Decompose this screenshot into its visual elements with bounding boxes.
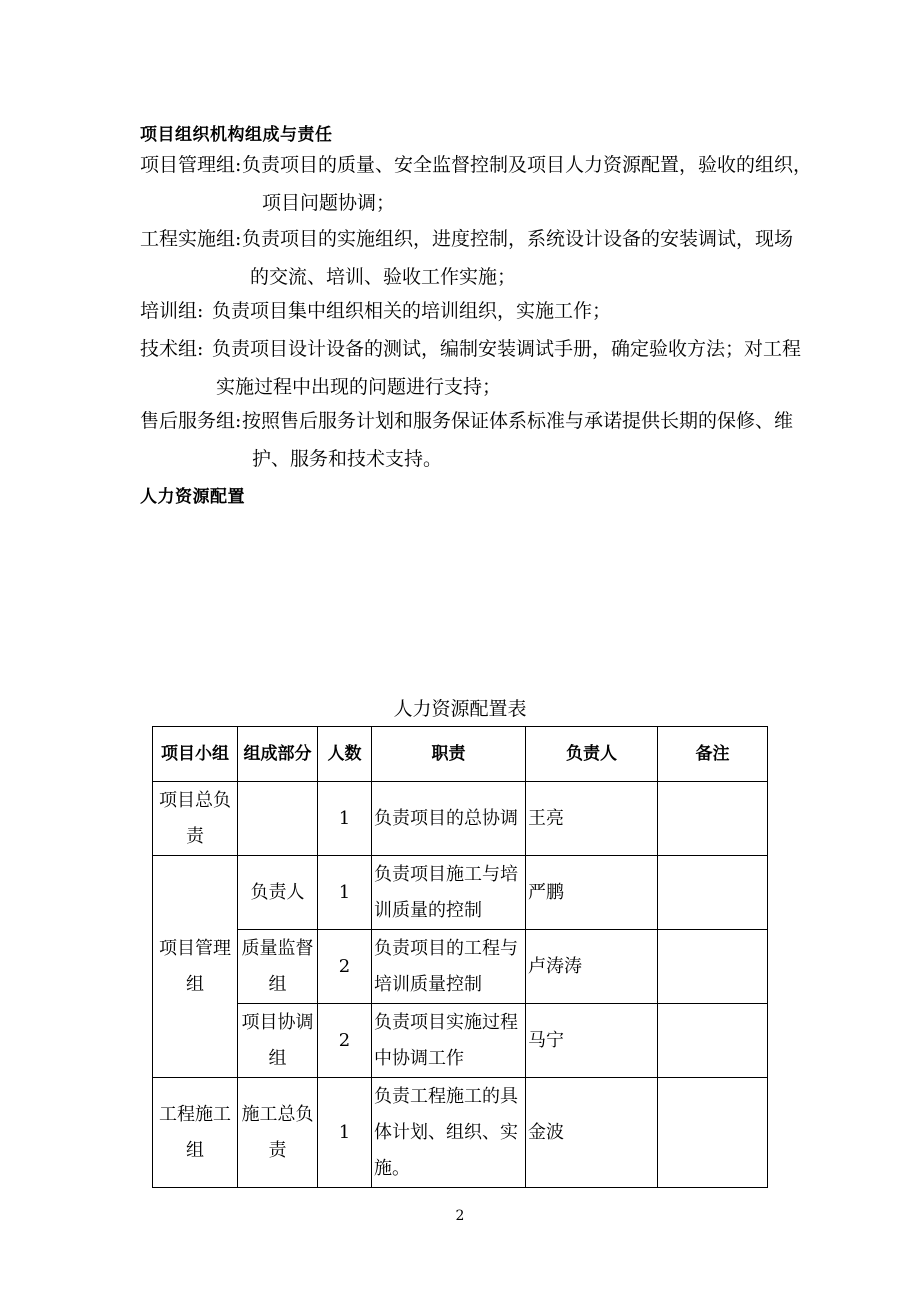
count-cell: 1 — [318, 782, 372, 856]
item-label: 售后服务组: — [140, 410, 242, 432]
leader-cell: 王亮 — [526, 782, 658, 856]
item-text-line: 负责项目设计设备的测试，编制安装调试手册，确定验收方法；对工程 — [212, 338, 802, 360]
group-cell: 工程施工组 — [153, 1078, 238, 1188]
item-text-line: 负责项目的实施组织，进度控制，系统设计设备的安装调试，现场 — [242, 228, 794, 250]
header-cell: 项目小组 — [153, 727, 238, 782]
item-text-line: 负责项目集中组织相关的培训组织，实施工作； — [212, 300, 612, 322]
table-row — [153, 782, 768, 856]
table-header-row — [153, 727, 768, 782]
note-cell — [658, 782, 768, 856]
table-row — [153, 1078, 768, 1188]
count-cell: 1 — [318, 856, 372, 930]
group-cell: 项目管理组 — [153, 856, 238, 1078]
leader-cell: 严鹏 — [526, 856, 658, 930]
header-cell: 负责人 — [526, 727, 658, 782]
part-cell: 项目协调组 — [238, 1004, 318, 1078]
item-label: 项目管理组: — [140, 154, 242, 176]
leader-cell: 卢涛涛 — [526, 930, 658, 1004]
part-cell: 质量监督组 — [238, 930, 318, 1004]
note-cell — [658, 1078, 768, 1188]
header-cell: 组成部分 — [238, 727, 318, 782]
item-label: 工程实施组: — [140, 228, 242, 250]
item-text-line: 护、服务和技术支持。 — [252, 448, 443, 470]
duty-cell: 负责项目实施过程中协调工作 — [372, 1004, 526, 1078]
item-label: 技术组: — [140, 338, 204, 360]
table-row — [153, 930, 768, 1004]
table-row — [153, 1004, 768, 1078]
duty-cell: 负责工程施工的具体计划、组织、实施。 — [372, 1078, 526, 1188]
item-text-line: 的交流、培训、验收工作实施； — [250, 266, 517, 288]
header-cell: 职责 — [372, 727, 526, 782]
section-heading-organization: 项目组织机构组成与责任 — [140, 125, 333, 145]
item-text-line: 负责项目的质量、安全监督控制及项目人力资源配置，验收的组织， — [242, 154, 813, 176]
duty-cell: 负责项目的总协调 — [372, 782, 526, 856]
header-cell: 人数 — [318, 727, 372, 782]
table-row — [153, 856, 768, 930]
item-text-line: 按照售后服务计划和服务保证体系标准与承诺提供长期的保修、维 — [242, 410, 794, 432]
leader-cell: 马宁 — [526, 1004, 658, 1078]
note-cell — [658, 930, 768, 1004]
count-cell: 2 — [318, 1004, 372, 1078]
table-caption: 人力资源配置表 — [393, 698, 527, 720]
count-cell: 2 — [318, 930, 372, 1004]
item-label: 培训组: — [140, 300, 204, 322]
duty-cell: 负责项目施工与培训质量的控制 — [372, 856, 526, 930]
page-number: 2 — [455, 1208, 465, 1224]
item-text-line: 实施过程中出现的问题进行支持； — [216, 376, 502, 398]
leader-cell: 金波 — [526, 1078, 658, 1188]
group-cell: 项目总负责 — [153, 782, 238, 856]
part-cell — [238, 782, 318, 856]
header-cell: 备注 — [658, 727, 768, 782]
duty-cell: 负责项目的工程与培训质量控制 — [372, 930, 526, 1004]
hr-allocation-table — [152, 726, 768, 1188]
count-cell: 1 — [318, 1078, 372, 1188]
note-cell — [658, 856, 768, 930]
section-heading-hr: 人力资源配置 — [140, 487, 245, 507]
item-text-line: 项目问题协调； — [262, 192, 396, 214]
part-cell: 施工总负责 — [238, 1078, 318, 1188]
note-cell — [658, 1004, 768, 1078]
part-cell: 负责人 — [238, 856, 318, 930]
